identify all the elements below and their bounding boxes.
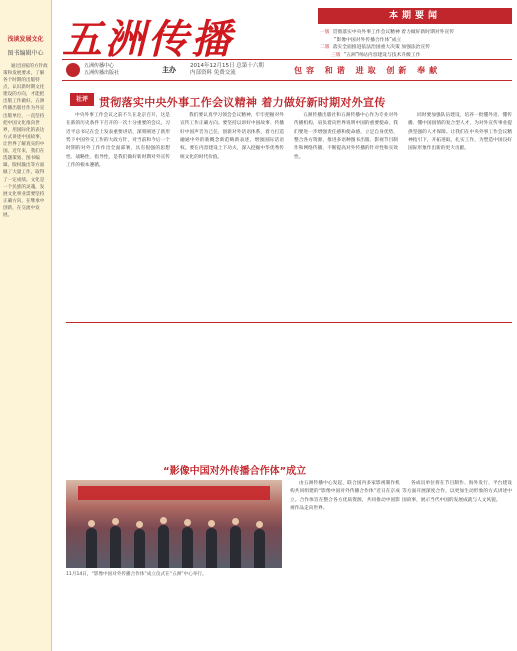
article-column: 由五洲传播中心发起，联合国内多家影视制作机构共同组建的“影像中国对外传播合作体”近日在京成立。合作体旨在整合各方优质资源，共同推动中国影视作品走向世界。 [290,481,400,512]
article-column: 同时要加强队伍建设，培养一批懂外语、懂传播、懂中国国情的复合型人才，为对外宣传事业提供坚强的人才保障。让我们在中央外事工作会议精神指引下，开拓进取，扎实工作，为塑造中国良好国际形象作出新的更大贡献。 [408,113,512,152]
sidebar-title: 浅谈发展文化 [7,36,44,43]
event-photo [66,480,282,568]
contents-banner: 本期要闻 [318,8,512,24]
issue-date: 2014年12月15日 [190,62,235,69]
photo-person [134,529,145,568]
photo-person [206,528,217,568]
motto: 包容 和谐 进取 创新 奉献 [294,65,442,75]
photo-person [182,527,193,568]
contents-tag: 三版 [331,53,341,59]
photo-caption: 11月14日，“影像中国对外传播合作体”成立仪式在“五洲”中心举行。 [66,572,207,577]
contents-item[interactable] [320,44,512,52]
issue-meta [190,63,286,77]
contents-text: “影像中国对外传播合作体”成立 [334,37,402,43]
sidebar-heading [0,0,51,61]
org-name: 五洲传播中心 [84,63,115,70]
org-emblem-icon [66,63,80,77]
article-column: 中央外事工作会议之前不久在北京召开，这是在新的历史条件下召开的一次十分重要的会议。习近平总书记在会上发表重要讲话，深刻阐述了新形势下中国外交工作的大政方针，对当前和今后一个时期的对外工作作出全面部署，具有很强的思想性、战略性、指导性，是我们做好新时期对外宣传工作的根本遵循。 [66,113,170,169]
photo-person [110,526,121,568]
masthead-logo: 五洲传播 [62,16,234,63]
photo-person [158,525,169,568]
internal-label: 内部资料 免费交流 [190,70,236,76]
section-divider [66,322,512,323]
sidebar-column [0,0,52,651]
contents-item[interactable] [320,37,512,45]
org-name: 五洲传播出版社 [84,70,120,76]
contents-tag: 二版 [320,45,330,51]
contents-list [320,29,512,60]
editorial-tag: 社评 [70,93,94,106]
sidebar-subtitle: 图书编辑中心 [7,50,44,58]
article-column: 五洲传播出版社和五洲传播中心作为专业对外传播机构，肩负着向世界说明中国的重要使命。我们要进一步增强责任感和使命感，立足自身优势，整合各方资源，推进多语种图书出版、影视节目制作和网络传播，不断提高对外传播的针对性和实效性。 [294,113,398,160]
photo-person [230,526,241,568]
article-column: 我们要认真学习领会会议精神，牢牢把握对外宣传工作正确方向。要坚持以讲好中国故事、传播好中国声音为己任，创新对外话语体系，着力打造融通中外的新概念新范畴新表述，增强国际话语权。要在内容建设上下功夫，深入挖掘中华优秀传统文化的时代价值。 [180,113,284,160]
contents-item[interactable] [320,29,512,37]
article-column: 各成员单位将在节目制作、海外发行、平台建设等方面开展深度合作，以更加生动形象的方式讲述中国故事，展示当代中国的发展成就与人文风貌。 [402,481,512,503]
contents-tag: 一版 [320,30,330,35]
photo-person [254,529,265,568]
issue-number: 总第十六期 [236,62,264,69]
contents-text: 贯彻落实中央外事工作会议精神 着力做好新时期对外宣传 [332,30,455,35]
masthead-info-bar [62,59,512,81]
photo-person [86,528,97,568]
host-label: 主办 [162,66,176,74]
sidebar-body: 通过国家的方针政策和发展要求，了解各个时期的出版特点，认识新时期文化建设的方向，才能把出版工作做好。五洲传播出版社作为外宣出版单位，一直坚持把中国文化推向世界，用国际化的表达方式讲述中国故事，让世界了解真实的中国。近年来，我们在选题策划、图书编辑、版权输出等方面做了大量工作，取得了一定成绩。文化是一个民族的灵魂，发展文化事业需要坚持正确方向，在继承中创新，在交流中发展。 [3,63,48,219]
second-headline[interactable]: “影像中国对外传播合作体”成立 [163,466,307,477]
org-names [84,63,162,77]
contents-text: “五洲”网站内容建设与技术升级工作 [343,53,421,59]
contents-text: 落实全面推进依法治国重大决策 加强法治宣传 [332,45,431,51]
lead-article [66,112,512,322]
stage-banner [78,486,270,500]
lead-headline[interactable]: 贯彻落实中央外事工作会议精神 着力做好新时期对外宣传 [99,96,386,109]
